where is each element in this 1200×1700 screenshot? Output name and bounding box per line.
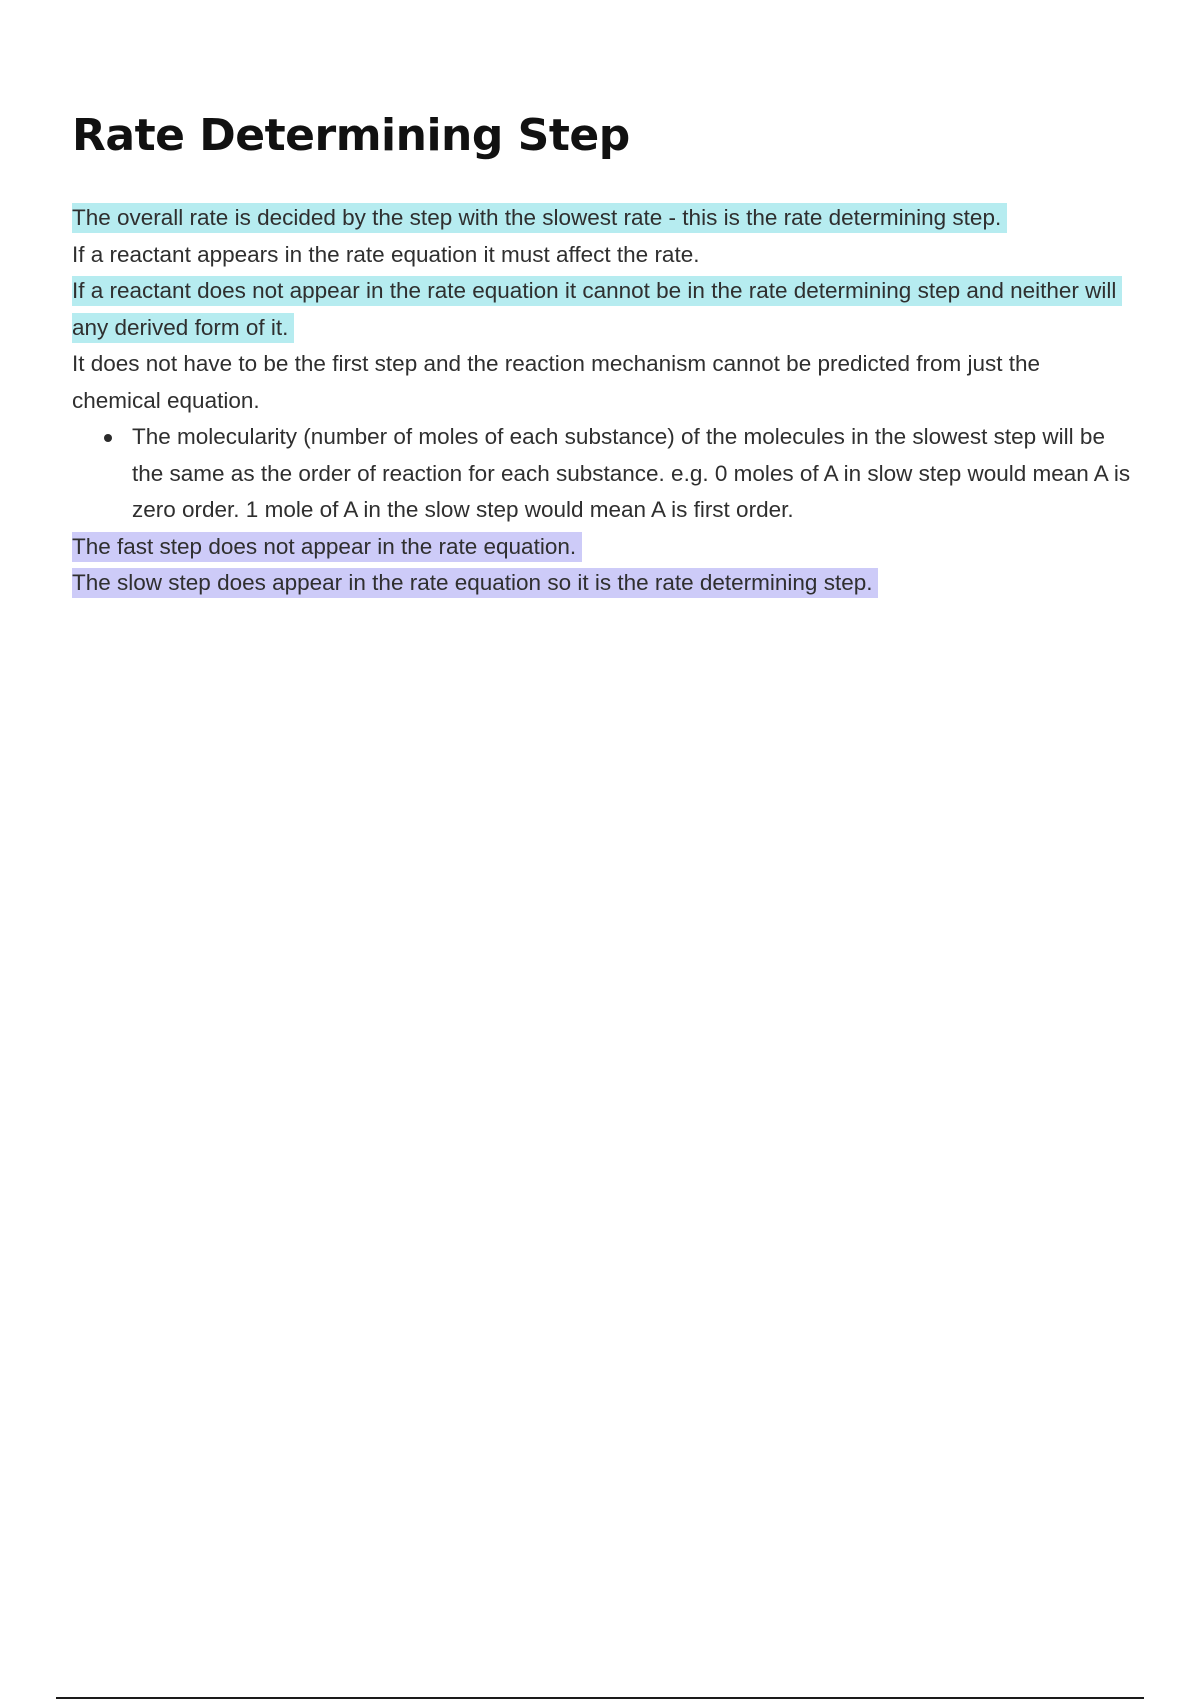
paragraph-fast-step [72,529,1132,566]
paragraph-first-step: It does not have to be the first step and the reaction mechanism cannot be predicted from just the chemical equation. [72,351,1041,413]
paragraph-reactant-appears: If a reactant appears in the rate equation it must affect the rate. [72,241,700,267]
bullet-icon [104,434,112,442]
paragraph-overall-rate [72,200,1132,237]
highlighted-text: If a reactant does not appear in the rate equation it cannot be in the rate determining step and neither will any derived form of it. [72,276,1122,343]
highlighted-text: The overall rate is decided by the step with the slowest rate - this is the rate determining step. [72,203,1007,233]
footer-divider [56,1697,1144,1699]
paragraph-reactant-not-appears [72,273,1132,346]
highlighted-text: The fast step does not appear in the rate equation. [72,532,582,562]
bullet-list [72,419,1132,529]
highlighted-text: The slow step does appear in the rate equation so it is the rate determining step. [72,568,878,598]
list-item [132,419,1132,529]
page-title: Rate Determining Step [72,110,630,161]
document-page [72,108,1132,602]
paragraph-slow-step [72,565,1132,602]
list-item-text: The molecularity (number of moles of each substance) of the molecules in the slowest step will be the same as the order of reaction for each substance. e.g. 0 moles of A in slow step would mean A is zero order. 1 mole of A in the slow step would mean A is first order. [132,424,1131,522]
